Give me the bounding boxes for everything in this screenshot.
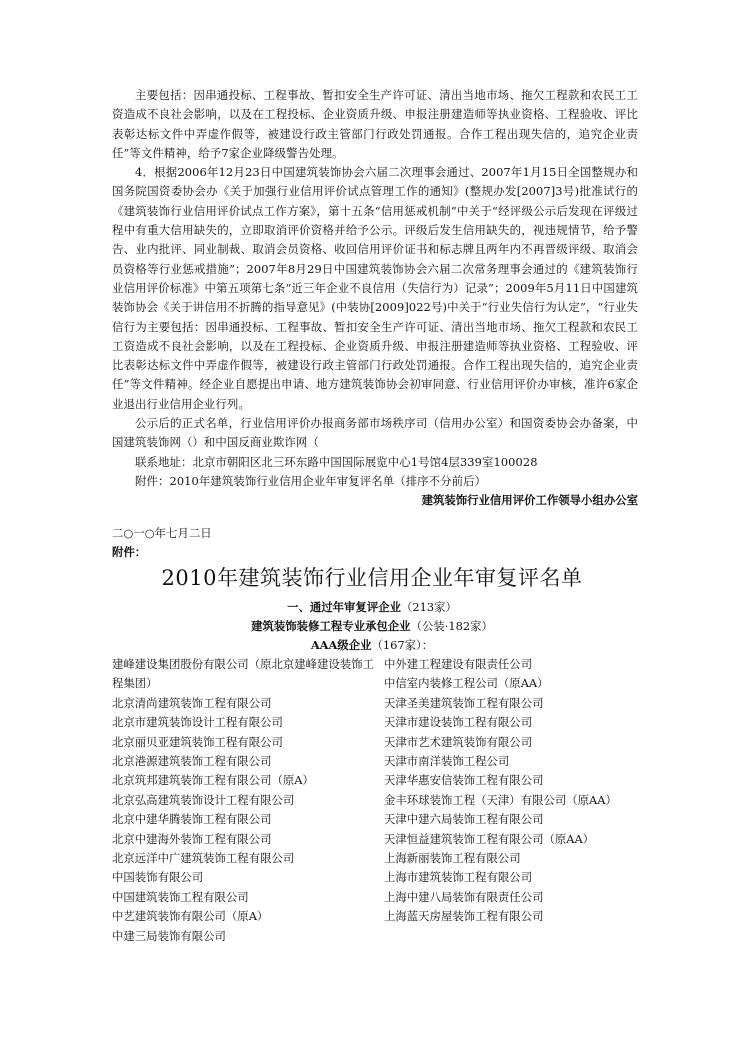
section-heading-contractors — [0, 617, 744, 636]
paragraph-2: 4．根据2006年12月23日中国建筑装饰协会六届二次理事会通过、2007年1月15日全国整规办和国务院国资委协会办《关于加强行业信用评价试点管理工作的通知》(整规办发[2007]3号)批准试行的《建筑装饰行业信用评价试点工作方案》，第十五条“信用惩戒机制”中关于“经评级公示后发现在评级过程中有重大信用缺失的，立即取消评价资格并给予公示。评级后发生信用缺失的，视违规情节，给予警告、业内批评、同业制裁、取消会员资格、收回信用评价证书和标志牌且两年内不再晋级评级、取消会员资格等行业惩戒措施”；2007年8月29日中国建筑装饰协会六届二次常务理事会通过的《建筑装饰行业信用评价标准》中第五项第七条“近三年企业不良信用（失信行为）记录”；2009年5月11日中国建筑装饰协会《关于讲信用不折腾的指导意见》(中装协[2009]022号)中关于“行业失信行为认定”，“行业失信行为主要包括：因串通投标、工程事故、暂扣安全生产许可证、清出当地市场、拖欠工程款和农民工工资造成不良社会影响，以及在工程投标、企业资质升级、申报注册建造师等执业资格、工程验收、评比表彰达标文件中弄虚作假等，被建设行政主管部门行政处罚通报。合作工程出现失信的，追究企业责任”等文件精神。经企业自愿提出申请、地方建筑装饰协会初审同意、行业信用评价办审核，准许6家企业退出行业信用企业行列。 — [112, 165, 638, 411]
company-entry: 中国建筑装饰工程有限公司 — [112, 889, 249, 904]
company-entry: 北京港源建筑装饰工程有限公司 — [112, 754, 272, 769]
company-entry: 北京中建华腾装饰工程有限公司 — [112, 812, 272, 827]
attachment-note: 附件：2010年建筑装饰行业信用企业年审复评名单（排序不分前后） — [135, 473, 487, 488]
company-entry: 中建三局装饰有限公司 — [112, 928, 226, 943]
company-entry: 天津中建六局装饰工程有限公司 — [384, 812, 544, 827]
section-count: （213家） — [401, 600, 457, 614]
company-entry: 上海新丽装饰工程有限公司 — [384, 851, 521, 866]
company-entry: 天津市艺术建筑装饰有限公司 — [384, 734, 533, 749]
company-entry: 天津恒益建筑装饰工程有限公司（原AA） — [384, 831, 595, 846]
list-title: 2010年建筑装饰行业信用企业年审复评名单 — [161, 566, 583, 590]
section-count: （167家）： — [371, 638, 434, 652]
company-entry: 上海市建筑装饰工程有限公司 — [384, 870, 533, 885]
company-entry: 天津市南洋装饰工程公司 — [384, 754, 510, 769]
section-label: 建筑装饰装修工程专业承包企业 — [251, 619, 411, 633]
company-entry: 北京清尚建筑装饰工程有限公司 — [112, 695, 272, 710]
company-entry: 天津市建设装饰工程有限公司 — [384, 715, 533, 730]
company-entry: 天津华惠安信装饰工程有限公司 — [384, 773, 544, 788]
section-label: 一、通过年审复评企业 — [287, 600, 401, 614]
section-heading-passed — [0, 598, 744, 617]
company-entry: 建峰建设集团股份有限公司（原北京建峰建设装饰工程集团） — [112, 657, 374, 691]
company-entry: 金丰环球装饰工程（天津）有限公司（原AA） — [384, 792, 617, 807]
company-entry: 北京市建筑装饰设计工程有限公司 — [112, 715, 283, 730]
company-entry: 中信室内装修工程公司（原AA） — [384, 676, 549, 691]
company-entry: 中艺建筑装饰有限公司（原A） — [112, 909, 269, 924]
issue-date: 二○一○年七月二日 — [112, 526, 212, 540]
contact-address: 联系地址：北京市朝阳区北三环东路中国国际展览中心1号馆4层339室100028 — [135, 454, 538, 469]
company-entry: 上海蓝天房屋装饰工程有限公司 — [384, 909, 544, 924]
section-heading-aaa — [0, 636, 744, 655]
company-entry: 天津圣美建筑装饰工程有限公司 — [384, 695, 544, 710]
company-entry: 北京筑邦建筑装饰工程有限公司（原A） — [112, 773, 314, 788]
company-entry: 中外建工程建设有限责任公司 — [384, 657, 533, 671]
company-entry: 中国装饰有限公司 — [112, 870, 204, 885]
section-label: AAA级企业 — [310, 638, 372, 652]
company-column-right — [384, 655, 646, 927]
company-entry: 上海中建八局装饰有限责任公司 — [384, 889, 544, 904]
company-entry: 北京远洋中广建筑装饰工程有限公司 — [112, 851, 295, 866]
notice-body — [112, 86, 638, 511]
paragraph-3: 公示后的正式名单，行业信用评价办报商务部市场秩序司（信用办公室）和国资委协会办备案，中国建筑装饰网（）和中国反商业欺诈网（ — [112, 416, 638, 450]
attachment-label: 附件： — [112, 545, 147, 559]
company-entry: 北京中建海外装饰工程有限公司 — [112, 831, 272, 846]
section-count: （公装·182家） — [410, 619, 493, 633]
signature: 建筑装饰行业信用评价工作领导小组办公室 — [421, 493, 638, 508]
paragraph-1: 主要包括：因串通投标、工程事故、暂扣安全生产许可证、清出当地市场、拖欠工程款和农民工工资造成不良社会影响，以及在工程投标、企业资质升级、申报注册建造师等执业资格、工程验收、评比表彰达标文件中弄虚作假等，被建设行政主管部门行政处罚通报。合作工程出现失信的，追究企业责任”等文件精神，给予7家企业降级警告处理。 — [112, 88, 638, 160]
company-entry: 北京弘高建筑装饰设计工程有限公司 — [112, 792, 295, 807]
company-entry: 北京丽贝亚建筑装饰工程有限公司 — [112, 734, 283, 749]
company-column-left — [112, 655, 384, 946]
